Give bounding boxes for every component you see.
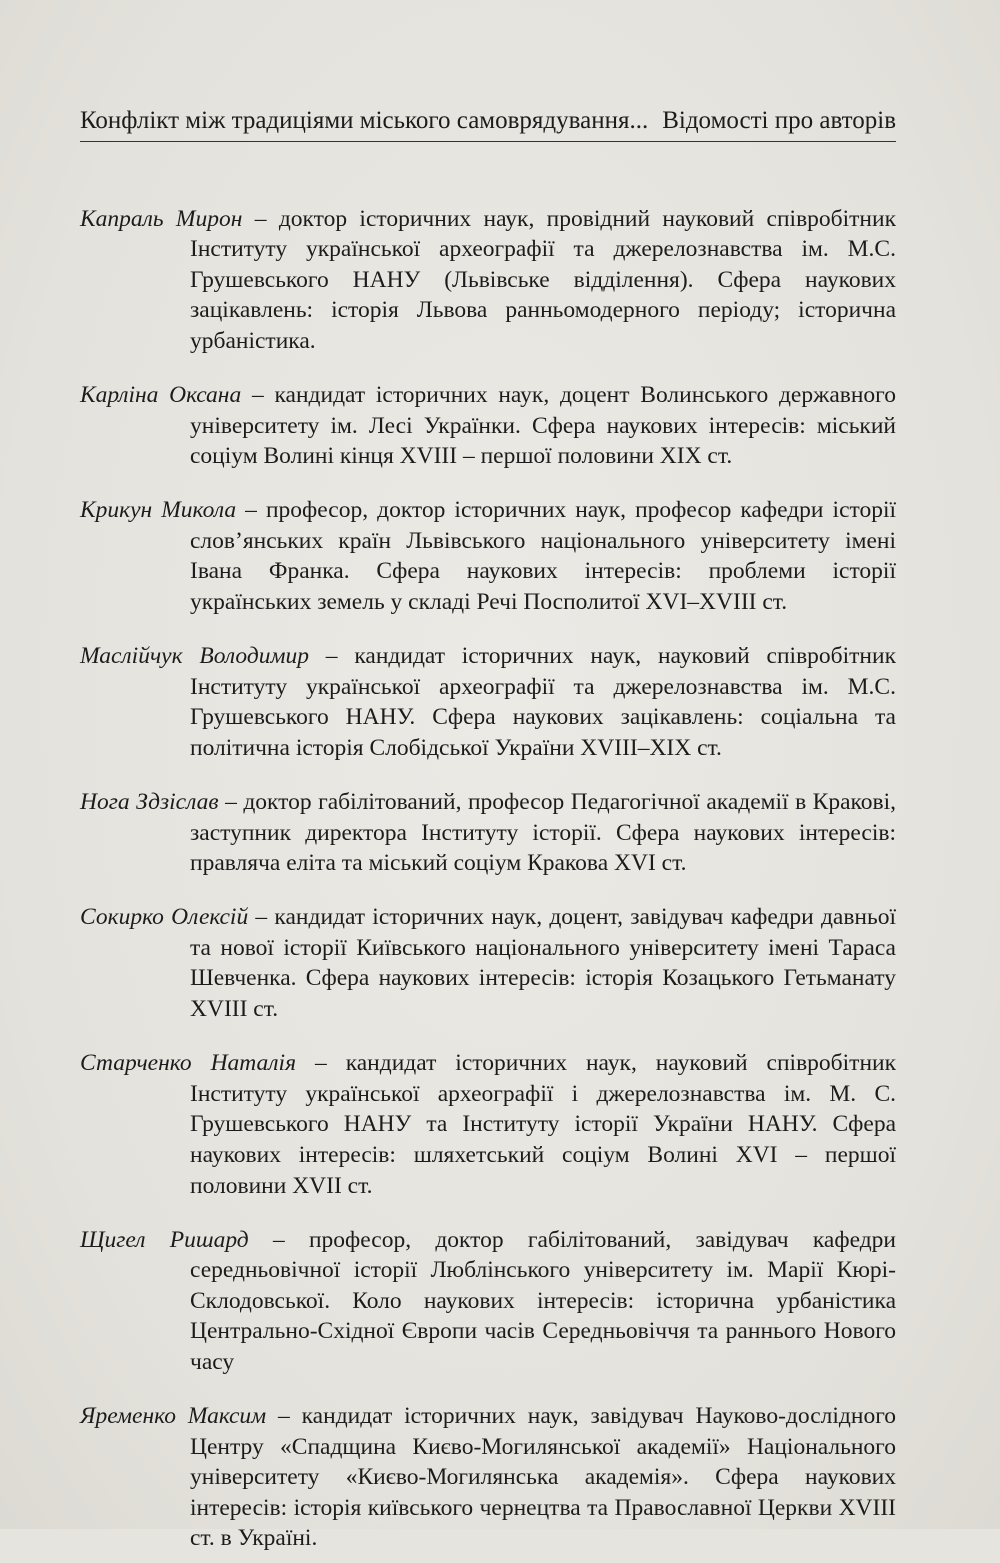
author-description: кандидат історичних наук, завідувач Науково-дослідного Центру «Спадщина Києво-Могилянської академії» Національного університету «Києво-Могилянська академія». Сфера наукових інтересів: історія київського чернецтва та Православної Церкви XVIII ст. в Україні. bbox=[190, 1403, 896, 1552]
header-right-title: Відомості про авторів bbox=[662, 107, 896, 134]
author-description: доктор габілітований, професор Педагогічної академії в Кракові, заступник директора Інституту історії. Сфера наукових інтересів: правляча еліта та міський соціум Кракова XVI ст. bbox=[190, 789, 896, 877]
author-entry: Крикун Микола – професор, доктор історичних наук, професор кафедри історії слов’янських країн Львівського національного університету імені Івана Франка. Сфера наукових інтересів: проблеми історії українських земель у складі Речі Посполитої XVI–XVIII ст. bbox=[80, 497, 897, 616]
authors-list bbox=[80, 180, 896, 1563]
author-name: Маслійчук Володимир bbox=[80, 643, 310, 670]
author-entry: Яременко Максим – кандидат історичних наук, завідувач Науково-дослідного Центру «Спадщина Києво-Могилянської академії» Національного університету «Києво-Могилянська академія». Сфера наукових інтересів: історія київського чернецтва та Православної Церкви XVIII ст. в Україні. bbox=[80, 1403, 896, 1552]
author-entry: Капраль Мирон – доктор історичних наук, провідний науковий співробітник Інституту української археографії та джерелознавства ім. М.С. Грушевського НАНУ (Львівське відділення). Сфера наукових зацікавлень: історія Львова ранньомодерного періоду; історична урбаністика. bbox=[80, 205, 896, 354]
running-header bbox=[80, 106, 896, 136]
author-description: кандидат історичних наук, доцент Волинського державного університету ім. Лесі Українки. Сфера наукових інтересів: міський соціум Волині кінця XVIII – першої половини XIX ст. bbox=[190, 381, 896, 470]
author-description: професор, доктор історичних наук, професор кафедри історії слов’янських країн Львівського національного університету імені Івана Франка. Сфера наукових інтересів: проблеми історії українських земель у складі Речі Посполитої XVI–XVIII ст. bbox=[190, 497, 897, 616]
author-name: Сокирко Олексій bbox=[80, 904, 249, 931]
author-name: Нога Здзіслав bbox=[80, 789, 219, 815]
author-description: кандидат історичних наук, науковий співробітник Інституту української археографії і джерелознавства ім. М. С. Грушевського НАНУ та Інституту історії України НАНУ. Сфера наукових інтересів: шляхетський соціум Волині XVI – першої половини XVII ст. bbox=[190, 1050, 897, 1199]
author-name: Крикун Микола bbox=[80, 497, 237, 524]
author-description: доктор історичних наук, провідний науковий співробітник Інституту української археографії та джерелознавства ім. М.С. Грушевського НАНУ (Львівське відділення). Сфера наукових зацікавлень: історія Львова ранньомодерного періоду; історична урбаністика. bbox=[190, 205, 896, 354]
author-entry: Щигел Ришард – професор, доктор габілітований, завідувач кафедри середньовічної історії Люблінського університету ім. Марії Кюрі-Склодовської. Коло наукових інтересів: історична урбаністика Центрально-Східної Європи часів Середньовіччя та раннього Нового часу bbox=[80, 1226, 896, 1375]
header-rule bbox=[80, 141, 896, 142]
author-entry: Нога Здзіслав – доктор габілітований, професор Педагогічної академії в Кракові, заступник директора Інституту історії. Сфера наукових інтересів: правляча еліта та міський соціум Кракова XVI ст. bbox=[80, 789, 896, 877]
author-description: професор, доктор габілітований, завідувач кафедри середньовічної історії Люблінського університету ім. Марії Кюрі-Склодовської. Коло наукових інтересів: історична урбаністика Центрально-Східної Європи часів Середньовіччя та раннього Нового часу bbox=[190, 1226, 896, 1375]
author-name: Щигел Ришард bbox=[80, 1226, 249, 1253]
author-entry: Старченко Наталія – кандидат історичних наук, науковий співробітник Інституту української археографії і джерелознавства ім. М. С. Грушевського НАНУ та Інституту історії України НАНУ. Сфера наукових інтересів: шляхетський соціум Волині XVI – першої половини XVII ст. bbox=[80, 1050, 897, 1199]
author-name: Старченко Наталія bbox=[80, 1050, 296, 1077]
author-entry: Маслійчук Володимир – кандидат історичних наук, науковий співробітник Інституту української археографії та джерелознавства ім. М.С. Грушевського НАНУ. Сфера наукових зацікавлень: соціальна та політична історія Слобідської України XVIII–XIX ст. bbox=[80, 643, 897, 761]
author-description: кандидат історичних наук, науковий співробітник Інституту української археографії та джерелознавства ім. М.С. Грушевського НАНУ. Сфера наукових зацікавлень: соціальна та політична історія Слобідської України XVIII–XIX ст. bbox=[190, 643, 897, 761]
author-entry: Сокирко Олексій – кандидат історичних наук, доцент, завідувач кафедри давньої та нової історії Київського національного університету імені Тараса Шевченка. Сфера наукових інтересів: історія Козацького Гетьманату XVIII ст. bbox=[80, 904, 897, 1023]
author-entry: Карліна Оксана – кандидат історичних наук, доцент Волинського державного університету ім. Лесі Українки. Сфера наукових інтересів: міський соціум Волині кінця XVIII – першої половини XIX ст. bbox=[80, 381, 896, 470]
author-name: Капраль Мирон bbox=[80, 205, 243, 232]
author-name: Яременко Максим bbox=[80, 1403, 267, 1430]
author-description: кандидат історичних наук, доцент, завідувач кафедри давньої та нової історії Київського національного університету імені Тараса Шевченка. Сфера наукових інтересів: історія Козацького Гетьманату XVIII ст. bbox=[190, 904, 897, 1023]
author-name: Карліна Оксана bbox=[80, 381, 242, 408]
header-left-title: Конфлікт між традиціями міського самоврядування... bbox=[80, 107, 649, 134]
